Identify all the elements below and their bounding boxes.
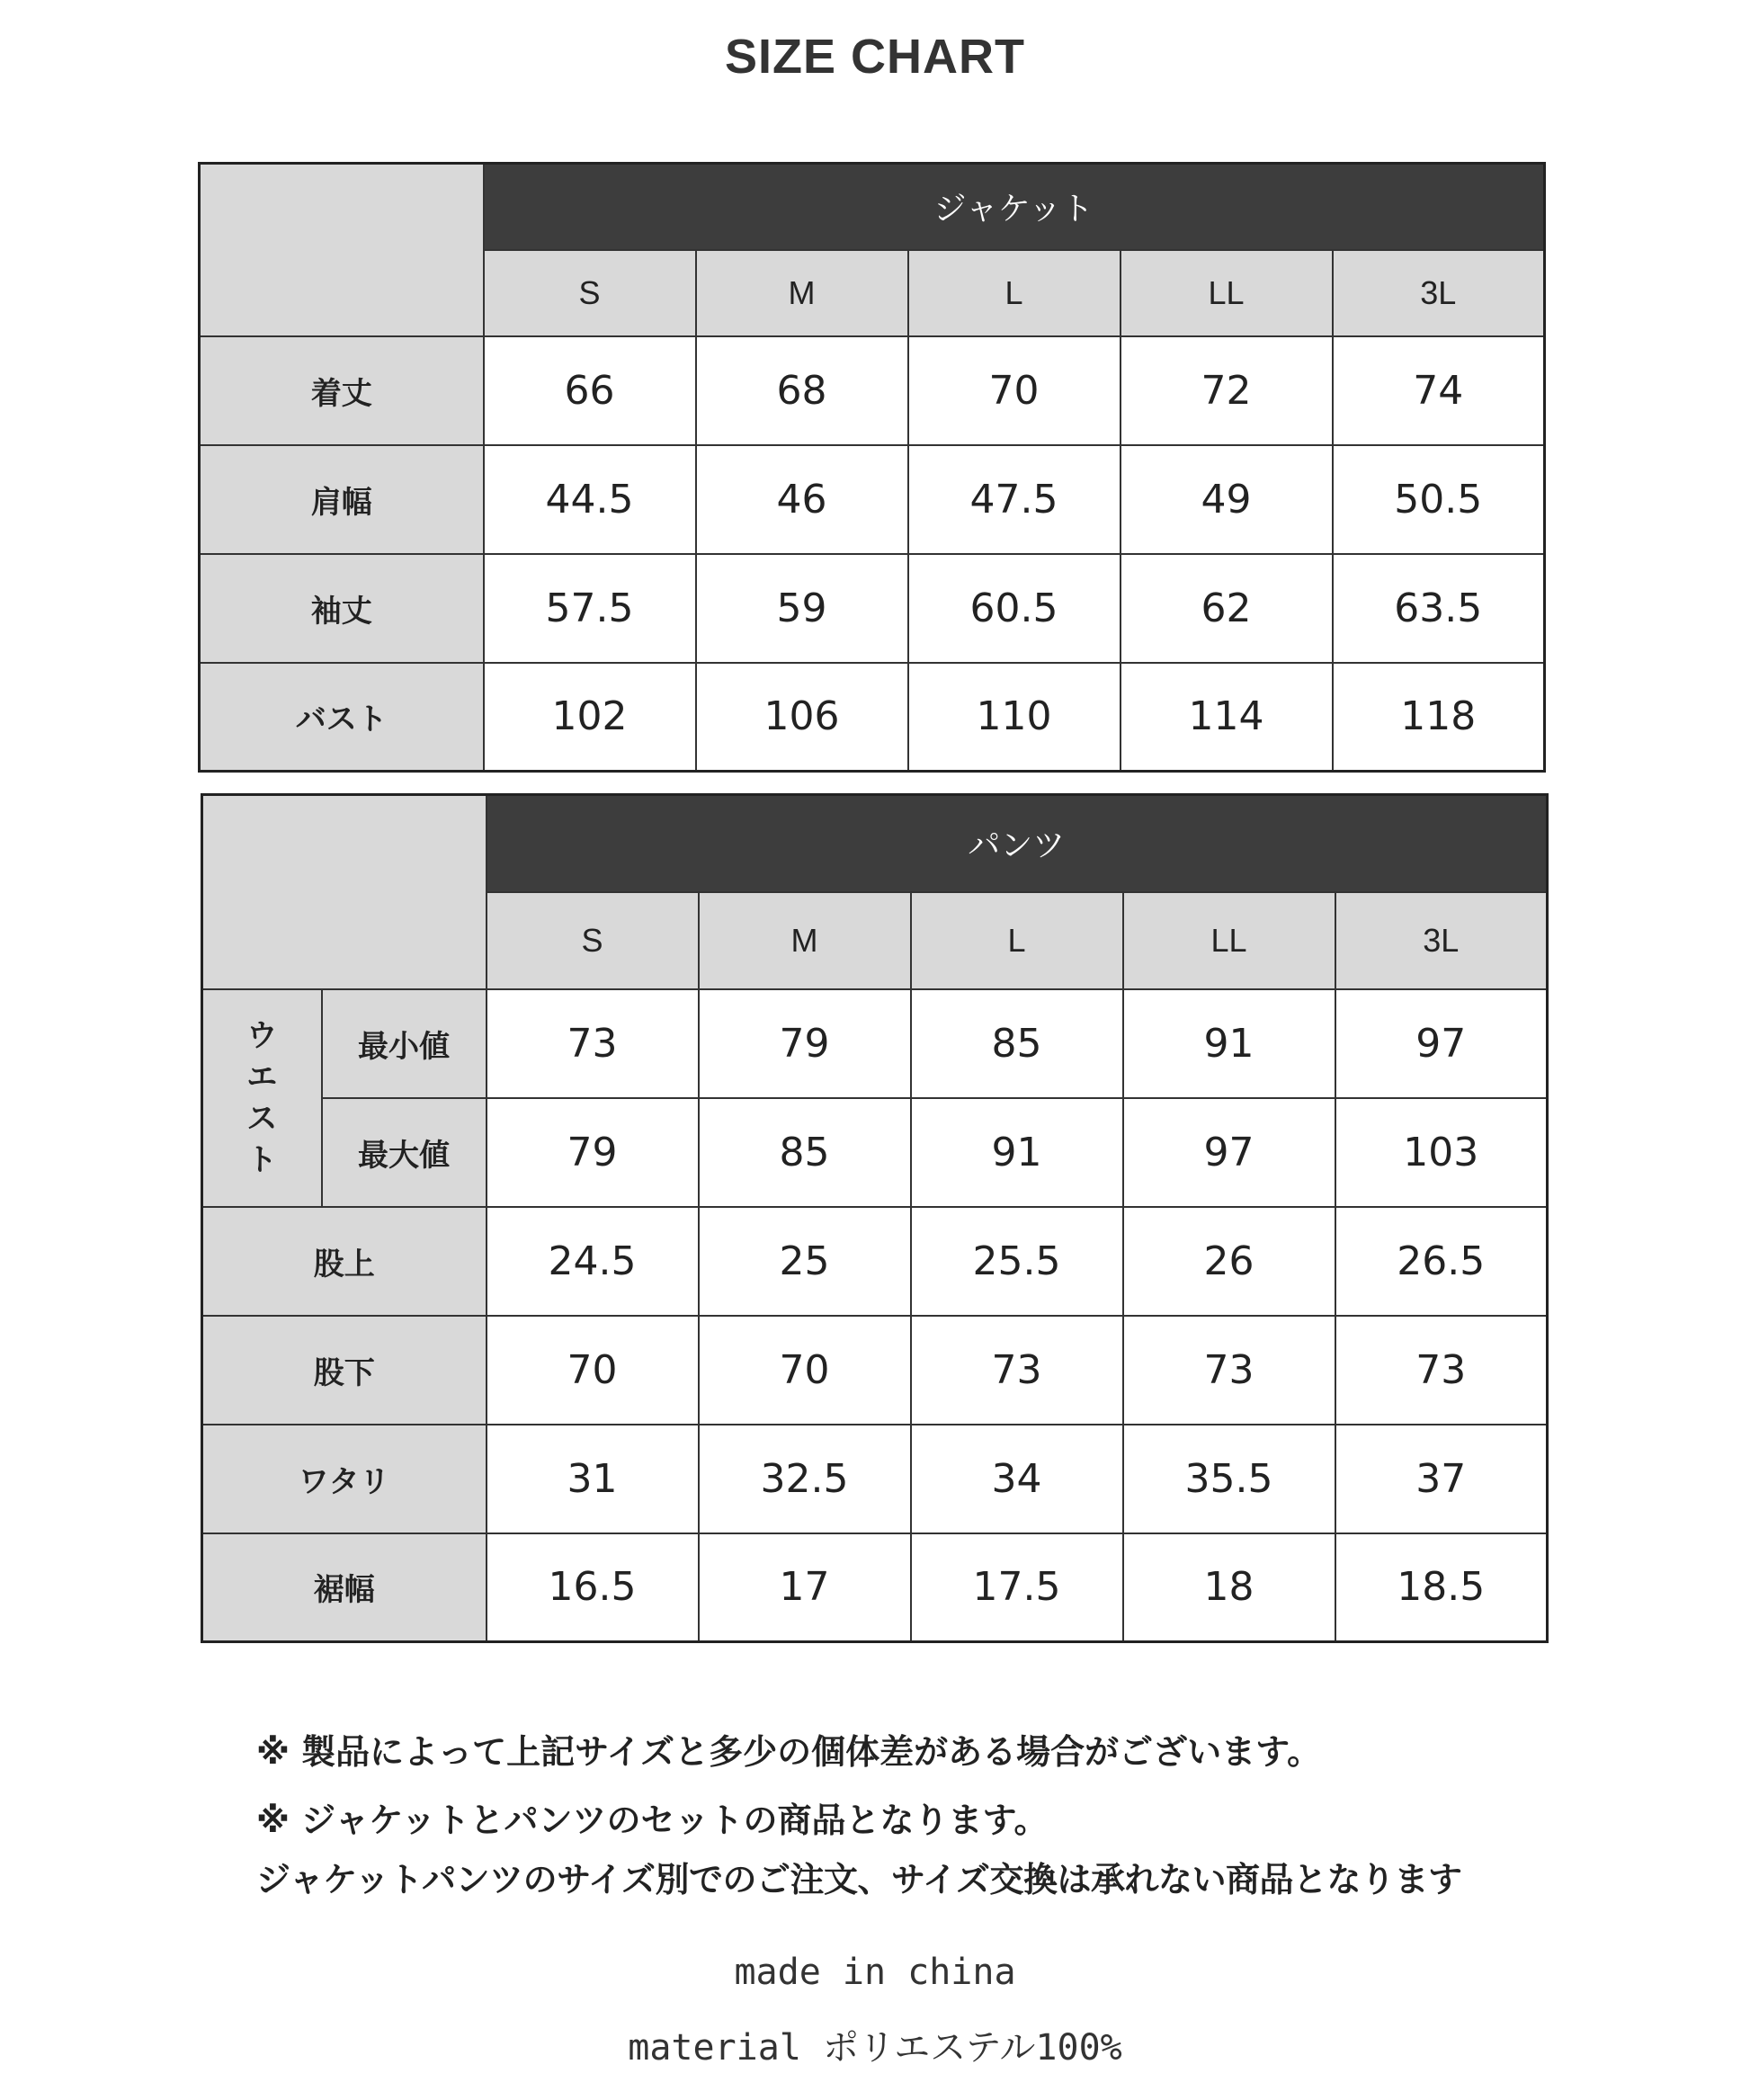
jacket-header: ジャケット xyxy=(484,164,1545,250)
size-header: 3L xyxy=(1333,250,1545,336)
row-label: バスト xyxy=(200,663,484,772)
table-row xyxy=(202,989,1548,1098)
table-cell: 47.5 xyxy=(908,445,1121,554)
table-cell: 70 xyxy=(908,336,1121,445)
table-cell: 26 xyxy=(1123,1207,1335,1316)
table-cell: 68 xyxy=(696,336,908,445)
table-cell: 44.5 xyxy=(484,445,696,554)
corner-cell xyxy=(200,164,484,336)
size-header: M xyxy=(699,892,911,989)
size-header: S xyxy=(484,250,696,336)
size-header: M xyxy=(696,250,908,336)
notes xyxy=(256,1727,1731,1905)
table-row xyxy=(200,554,1545,663)
table-row xyxy=(202,1207,1548,1316)
jacket-size-table xyxy=(198,162,1546,773)
table-cell: 46 xyxy=(696,445,908,554)
corner-cell xyxy=(202,795,487,989)
note-set-item: ※ ジャケットとパンツのセットの商品となります。 xyxy=(256,1801,1049,1840)
table-cell: 57.5 xyxy=(484,554,696,663)
material-text: material ポリエステル100% xyxy=(628,2027,1122,2069)
table-cell: 18 xyxy=(1123,1533,1335,1642)
row-label: 袖丈 xyxy=(200,554,484,663)
table-cell: 60.5 xyxy=(908,554,1121,663)
waist-label xyxy=(202,989,322,1207)
table-row xyxy=(202,1425,1548,1533)
table-cell: 25.5 xyxy=(911,1207,1123,1316)
waist-label-char: ト xyxy=(246,1141,278,1178)
table-cell: 25 xyxy=(699,1207,911,1316)
table-cell: 37 xyxy=(1335,1425,1548,1533)
table-cell: 73 xyxy=(1335,1316,1548,1425)
table-cell: 70 xyxy=(699,1316,911,1425)
row-label: 裾幅 xyxy=(202,1533,487,1642)
table-cell: 97 xyxy=(1335,989,1548,1098)
table-cell: 97 xyxy=(1123,1098,1335,1207)
size-header: LL xyxy=(1123,892,1335,989)
waist-label-char: エ xyxy=(246,1059,278,1095)
size-header: L xyxy=(911,892,1123,989)
pants-header: パンツ xyxy=(487,795,1548,892)
origin-text: made in china xyxy=(734,1952,1016,1993)
note-no-exchange: ジャケットパンツのサイズ別でのご注文、サイズ交換は承れない商品となります xyxy=(256,1860,1462,1899)
table-cell: 106 xyxy=(696,663,908,772)
row-label: 着丈 xyxy=(200,336,484,445)
table-cell: 79 xyxy=(487,1098,699,1207)
row-label: 肩幅 xyxy=(200,445,484,554)
table-cell: 34 xyxy=(911,1425,1123,1533)
table-cell: 70 xyxy=(487,1316,699,1425)
table-cell: 16.5 xyxy=(487,1533,699,1642)
table-cell: 91 xyxy=(911,1098,1123,1207)
table-cell: 66 xyxy=(484,336,696,445)
table-cell: 59 xyxy=(696,554,908,663)
table-row xyxy=(200,336,1545,445)
table-row xyxy=(200,445,1545,554)
table-cell: 72 xyxy=(1121,336,1333,445)
note-variance: ※ 製品によって上記サイズと多少の個体差がある場合がございます。 xyxy=(256,1732,1322,1772)
table-cell: 91 xyxy=(1123,989,1335,1098)
table-cell: 18.5 xyxy=(1335,1533,1548,1642)
size-header: LL xyxy=(1121,250,1333,336)
table-cell: 74 xyxy=(1333,336,1545,445)
table-row xyxy=(200,663,1545,772)
table-cell: 50.5 xyxy=(1333,445,1545,554)
table-cell: 26.5 xyxy=(1335,1207,1548,1316)
table-row xyxy=(202,1098,1548,1207)
table-cell: 73 xyxy=(1123,1316,1335,1425)
row-label: ワタリ xyxy=(202,1425,487,1533)
table-cell: 17.5 xyxy=(911,1533,1123,1642)
table-row xyxy=(202,1533,1548,1642)
table-cell: 85 xyxy=(911,989,1123,1098)
row-label: 最大値 xyxy=(322,1098,487,1207)
page-title: SIZE CHART xyxy=(725,30,1025,84)
table-cell: 63.5 xyxy=(1333,554,1545,663)
table-cell: 102 xyxy=(484,663,696,772)
size-header: S xyxy=(487,892,699,989)
table-cell: 79 xyxy=(699,989,911,1098)
row-label: 股下 xyxy=(202,1316,487,1425)
table-cell: 24.5 xyxy=(487,1207,699,1316)
waist-label-char: ス xyxy=(246,1100,278,1137)
table-cell: 73 xyxy=(911,1316,1123,1425)
table-cell: 85 xyxy=(699,1098,911,1207)
table-cell: 35.5 xyxy=(1123,1425,1335,1533)
table-cell: 31 xyxy=(487,1425,699,1533)
table-row xyxy=(202,1316,1548,1425)
size-header: 3L xyxy=(1335,892,1548,989)
table-cell: 32.5 xyxy=(699,1425,911,1533)
table-cell: 110 xyxy=(908,663,1121,772)
pants-size-table xyxy=(201,793,1549,1643)
table-cell: 73 xyxy=(487,989,699,1098)
row-label: 最小値 xyxy=(322,989,487,1098)
table-cell: 118 xyxy=(1333,663,1545,772)
table-cell: 17 xyxy=(699,1533,911,1642)
table-cell: 103 xyxy=(1335,1098,1548,1207)
row-label: 股上 xyxy=(202,1207,487,1316)
table-cell: 49 xyxy=(1121,445,1333,554)
table-cell: 62 xyxy=(1121,554,1333,663)
size-header: L xyxy=(908,250,1121,336)
waist-label-char: ウ xyxy=(246,1017,278,1054)
table-cell: 114 xyxy=(1121,663,1333,772)
